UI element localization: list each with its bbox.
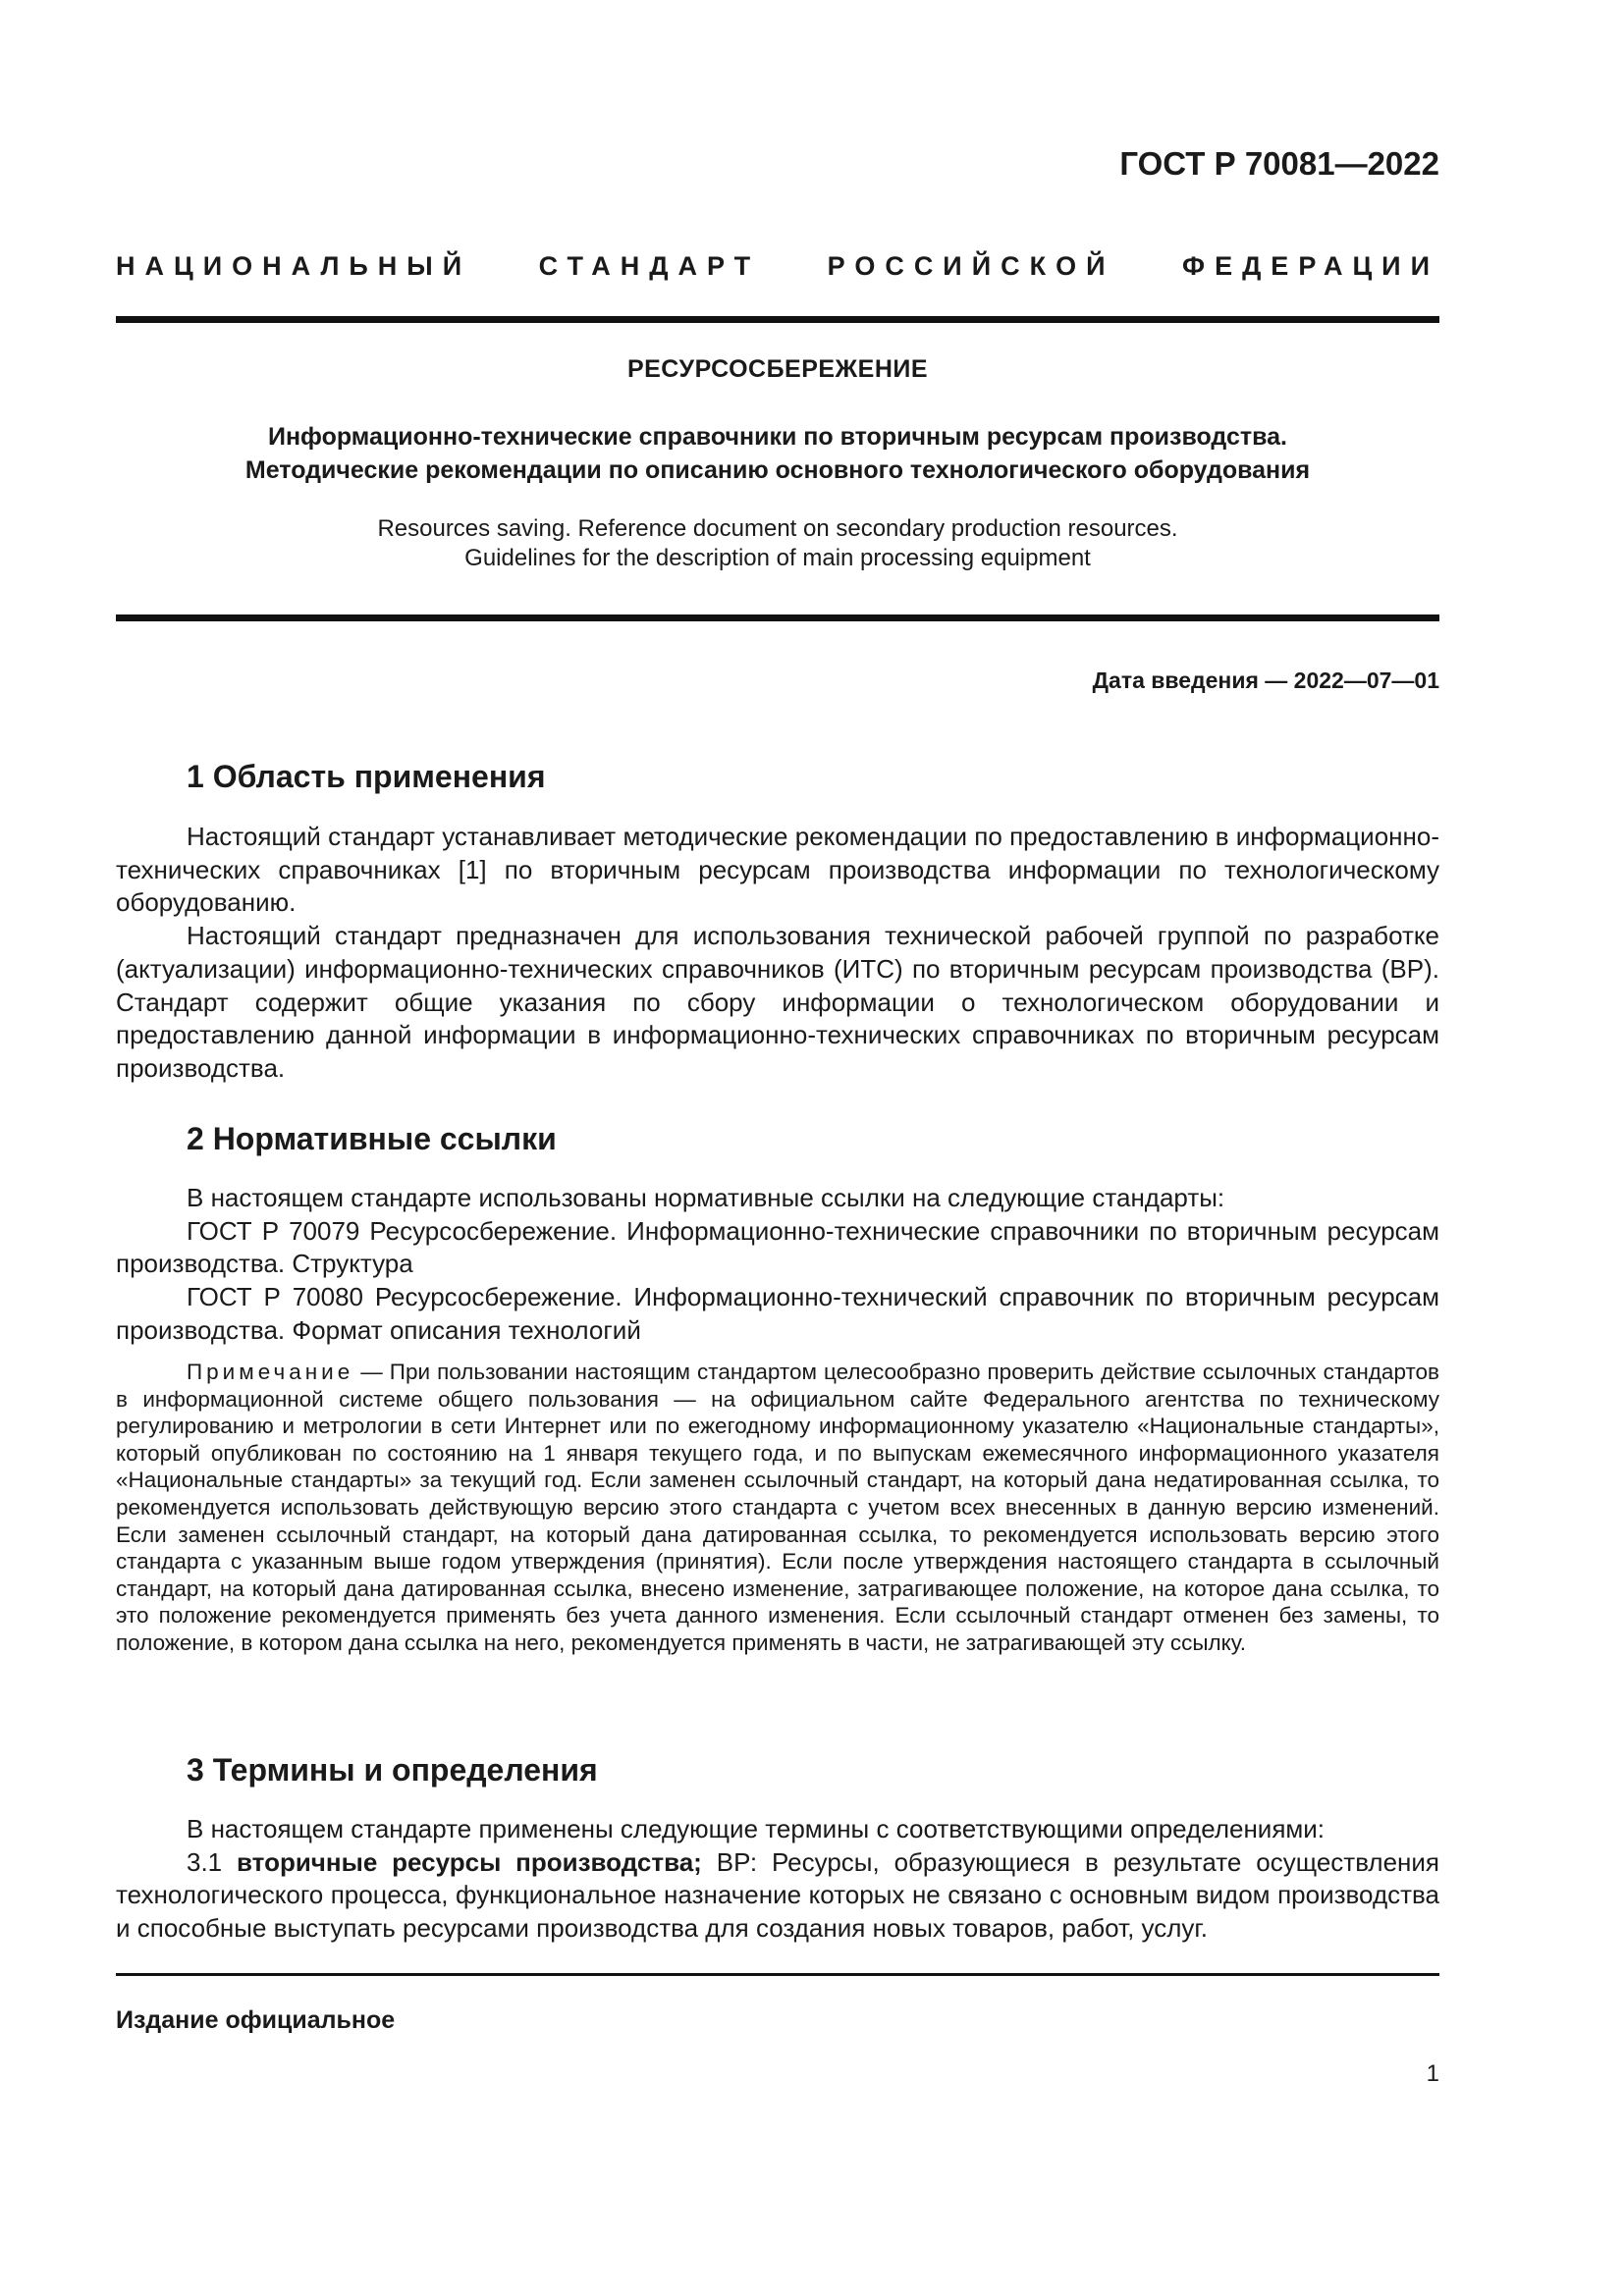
header-rule [116, 316, 1439, 323]
term-number: 3.1 [187, 1846, 238, 1877]
english-title-line-2: Guidelines for the description of main processing equipment [464, 545, 1091, 571]
title-rule [116, 614, 1439, 621]
section-3-body [116, 1813, 1439, 1946]
section-2-heading: 2 Нормативные ссылки [187, 1121, 557, 1156]
section-2-body [116, 1182, 1439, 1348]
section-3-paragraph-1: В настоящем стандарте применены следующие термины с соответствующими определениями: [187, 1814, 1326, 1843]
english-title [116, 514, 1439, 573]
subtitle-line-2: Методические рекомендации по описанию основного технологического оборудования [244, 456, 1311, 484]
section-2-reference-1: ГОСТ Р 70079 Ресурсосбережение. Информационно-технические справочники по вторичным ресурсам производства. Структура [116, 1215, 1439, 1279]
official-edition-label: Издание официальное [116, 2006, 396, 2034]
page-number: 1 [1426, 2060, 1439, 2087]
section-1-body [116, 821, 1439, 1086]
note-text: — При пользовании настоящим стандартом целесообразно проверить действие ссылочных стандартов в информационной системе общего пользования — на официальном сайте Федерального агентства по техническому регулированию и метрологии в сети Интернет или по ежегодному информационному указателю «Национальные стандарты», который опубликован по состоянию на 1 января текущего года, и по выпускам ежемесячного информационного указателя «Национальные стандарты» за текущий год. Если заменен ссылочный стандарт, на который дана недатированная ссылка, то рекомендуется использовать действующую версию этого стандарта с учетом всех внесенных в данную версию изменений. Если заменен ссылочный стандарт, на который дана датированная ссылка, то рекомендуется использовать версию этого стандарта с указанным выше годом утверждения (принятия). Если после утверждения настоящего стандарта в ссылочный стандарт, на который дана датированная ссылка, внесено изменение, затрагивающее положение, на которое дана ссылка, то это положение рекомендуется применять без учета данного изменения. Если ссылочный стандарт отменен без замены, то положение, в котором дана ссылка на него, рекомендуется применять в части, не затрагивающей эту ссылку. [116, 1360, 1439, 1655]
section-1-paragraph-2: Настоящий стандарт предназначен для использования технической рабочей группой по разработке (актуализации) информационно-технических справочников (ИТС) по вторичным ресурсам производства (ВР). Стандарт содержит общие указания по сбору информации о технологическом оборудовании и предоставлению данной информации в информационно-технических справочниках по вторичным ресурсам производства. [116, 921, 1439, 1083]
standard-number: ГОСТ Р 70081—2022 [1119, 145, 1439, 182]
section-1-heading: 1 Область применения [187, 759, 546, 794]
section-2-note [116, 1359, 1439, 1657]
note-label: Примечание [187, 1360, 354, 1384]
document-subtitle [116, 420, 1439, 487]
document-main-title: РЕСУРСОСБЕРЕЖЕНИЕ [626, 355, 929, 383]
footer-rule [116, 1973, 1439, 1976]
national-standard-caption: НАЦИОНАЛЬНЫЙ СТАНДАРТ РОССИЙСКОЙ ФЕДЕРАЦИИ [116, 251, 1439, 281]
section-1-paragraph-1: Настоящий стандарт устанавливает методические рекомендации по предоставлению в информационно-технических справочниках [1] по вторичным ресурсам производства информации по технологическому оборудованию. [116, 822, 1439, 918]
term-definition [116, 1846, 1439, 1946]
section-3-heading: 3 Термины и определения [187, 1752, 598, 1788]
term-name: вторичные ресурсы производства; [237, 1846, 702, 1877]
english-title-line-1: Resources saving. Reference document on secondary production resources. [377, 515, 1178, 542]
introduction-date: Дата введения — 2022—07—01 [1092, 667, 1439, 693]
section-2-paragraph-1: В настоящем стандарте использованы нормативные ссылки на следующие стандарты: [187, 1183, 1225, 1212]
term-definition-text: ВР: Ресурсы, образующиеся в результате осуществления технологического процесса, функциональное назначение которых не связано с основным видом производства и способные выступать ресурсами производства для создания новых товаров, работ, услуг. [116, 1846, 1440, 1944]
subtitle-line-1: Информационно-технические справочники по вторичным ресурсам производства. [267, 423, 1287, 451]
section-2-reference-2: ГОСТ Р 70080 Ресурсосбережение. Информационно-технический справочник по вторичным ресурсам производства. Формат описания технологий [116, 1282, 1439, 1345]
